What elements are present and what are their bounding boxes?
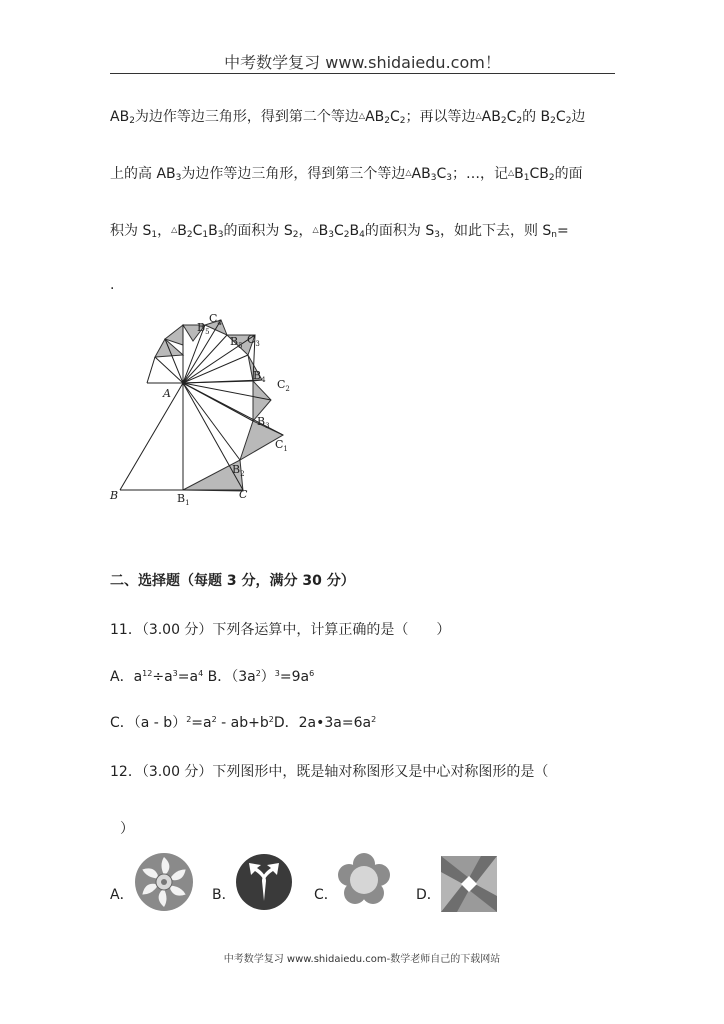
- option-a-label: A．: [110, 887, 134, 903]
- problem-text-line-2: 上的高 $AB_3$为边作等边三角形，得到第三个等边$^\triangle AB_3C_3$；…，记$^\triangle B_1CB_2$的面: [110, 166, 583, 183]
- label-B: B: [110, 489, 119, 502]
- option-d-figure: [441, 856, 497, 912]
- problem-text-line-4: .: [110, 277, 115, 293]
- question-12-stem: 12．（3.00 分）下列图形中，既是轴对称图形又是中心对称图形的是（: [110, 764, 549, 780]
- question-11-options-cd: C．$(a - b)^2=a^2 - ab+b^2D$．$2a•3a=6a^2$: [110, 715, 377, 731]
- label-A: A: [163, 387, 171, 400]
- section-title: 二、选择题（每题 3 分，满分 30 分）: [110, 573, 355, 589]
- label-C3: $C_3$: [247, 333, 260, 348]
- label-B1: $B_1$: [177, 492, 190, 507]
- option-c-label: C．: [314, 887, 338, 903]
- header-rule: [110, 73, 615, 74]
- label-B5: $B_5$: [230, 335, 243, 350]
- problem-text-line-3: 积为 $S_1$，$^\triangle B_2C_1B_3$的面积为 $S_2$，$^\triangle B_3C_2B_4$的面积为 $S_3$，如此下去，则 $S_n=$: [110, 223, 569, 240]
- label-C: C: [239, 488, 248, 501]
- question-11-options-ab: A．$a^{12}\div a^3=a^4$ B．$(3a^2)^3=9a^6$: [110, 669, 315, 685]
- page-header: 中考数学复习 www.shidaiedu.com！: [224, 53, 501, 72]
- label-B2: $B_2$: [232, 463, 245, 478]
- geometry-figure: [105, 305, 305, 510]
- option-c-figure: [336, 852, 392, 908]
- problem-text-line-1: $AB_2$为边作等边三角形，得到第二个等边$^\triangle AB_2C_2$；再以等边$^\triangle AB_2C_2$的 $B_2C_2$边: [110, 109, 586, 126]
- option-b-label: B．: [212, 887, 236, 903]
- shaded-triangles: [155, 320, 283, 491]
- page-footer: 中考数学复习 www.shidaiedu.com-数学老师自己的下载网站: [223, 954, 501, 965]
- label-C1: $C_1$: [275, 438, 288, 453]
- label-B6: $B_5$: [197, 321, 210, 336]
- label-C2: $C_2$: [277, 378, 290, 393]
- option-d-label: D．: [416, 887, 441, 903]
- label-B4: $B_4$: [253, 369, 266, 384]
- option-a-figure: [133, 851, 195, 913]
- label-B3: $B_3$: [257, 415, 270, 430]
- question-11-stem: 11．（3.00 分）下列各运算中，计算正确的是（ ）: [110, 622, 451, 638]
- option-b-figure: [235, 853, 293, 911]
- label-C4: $C_4$: [209, 312, 222, 327]
- question-12-close: ）: [120, 821, 134, 837]
